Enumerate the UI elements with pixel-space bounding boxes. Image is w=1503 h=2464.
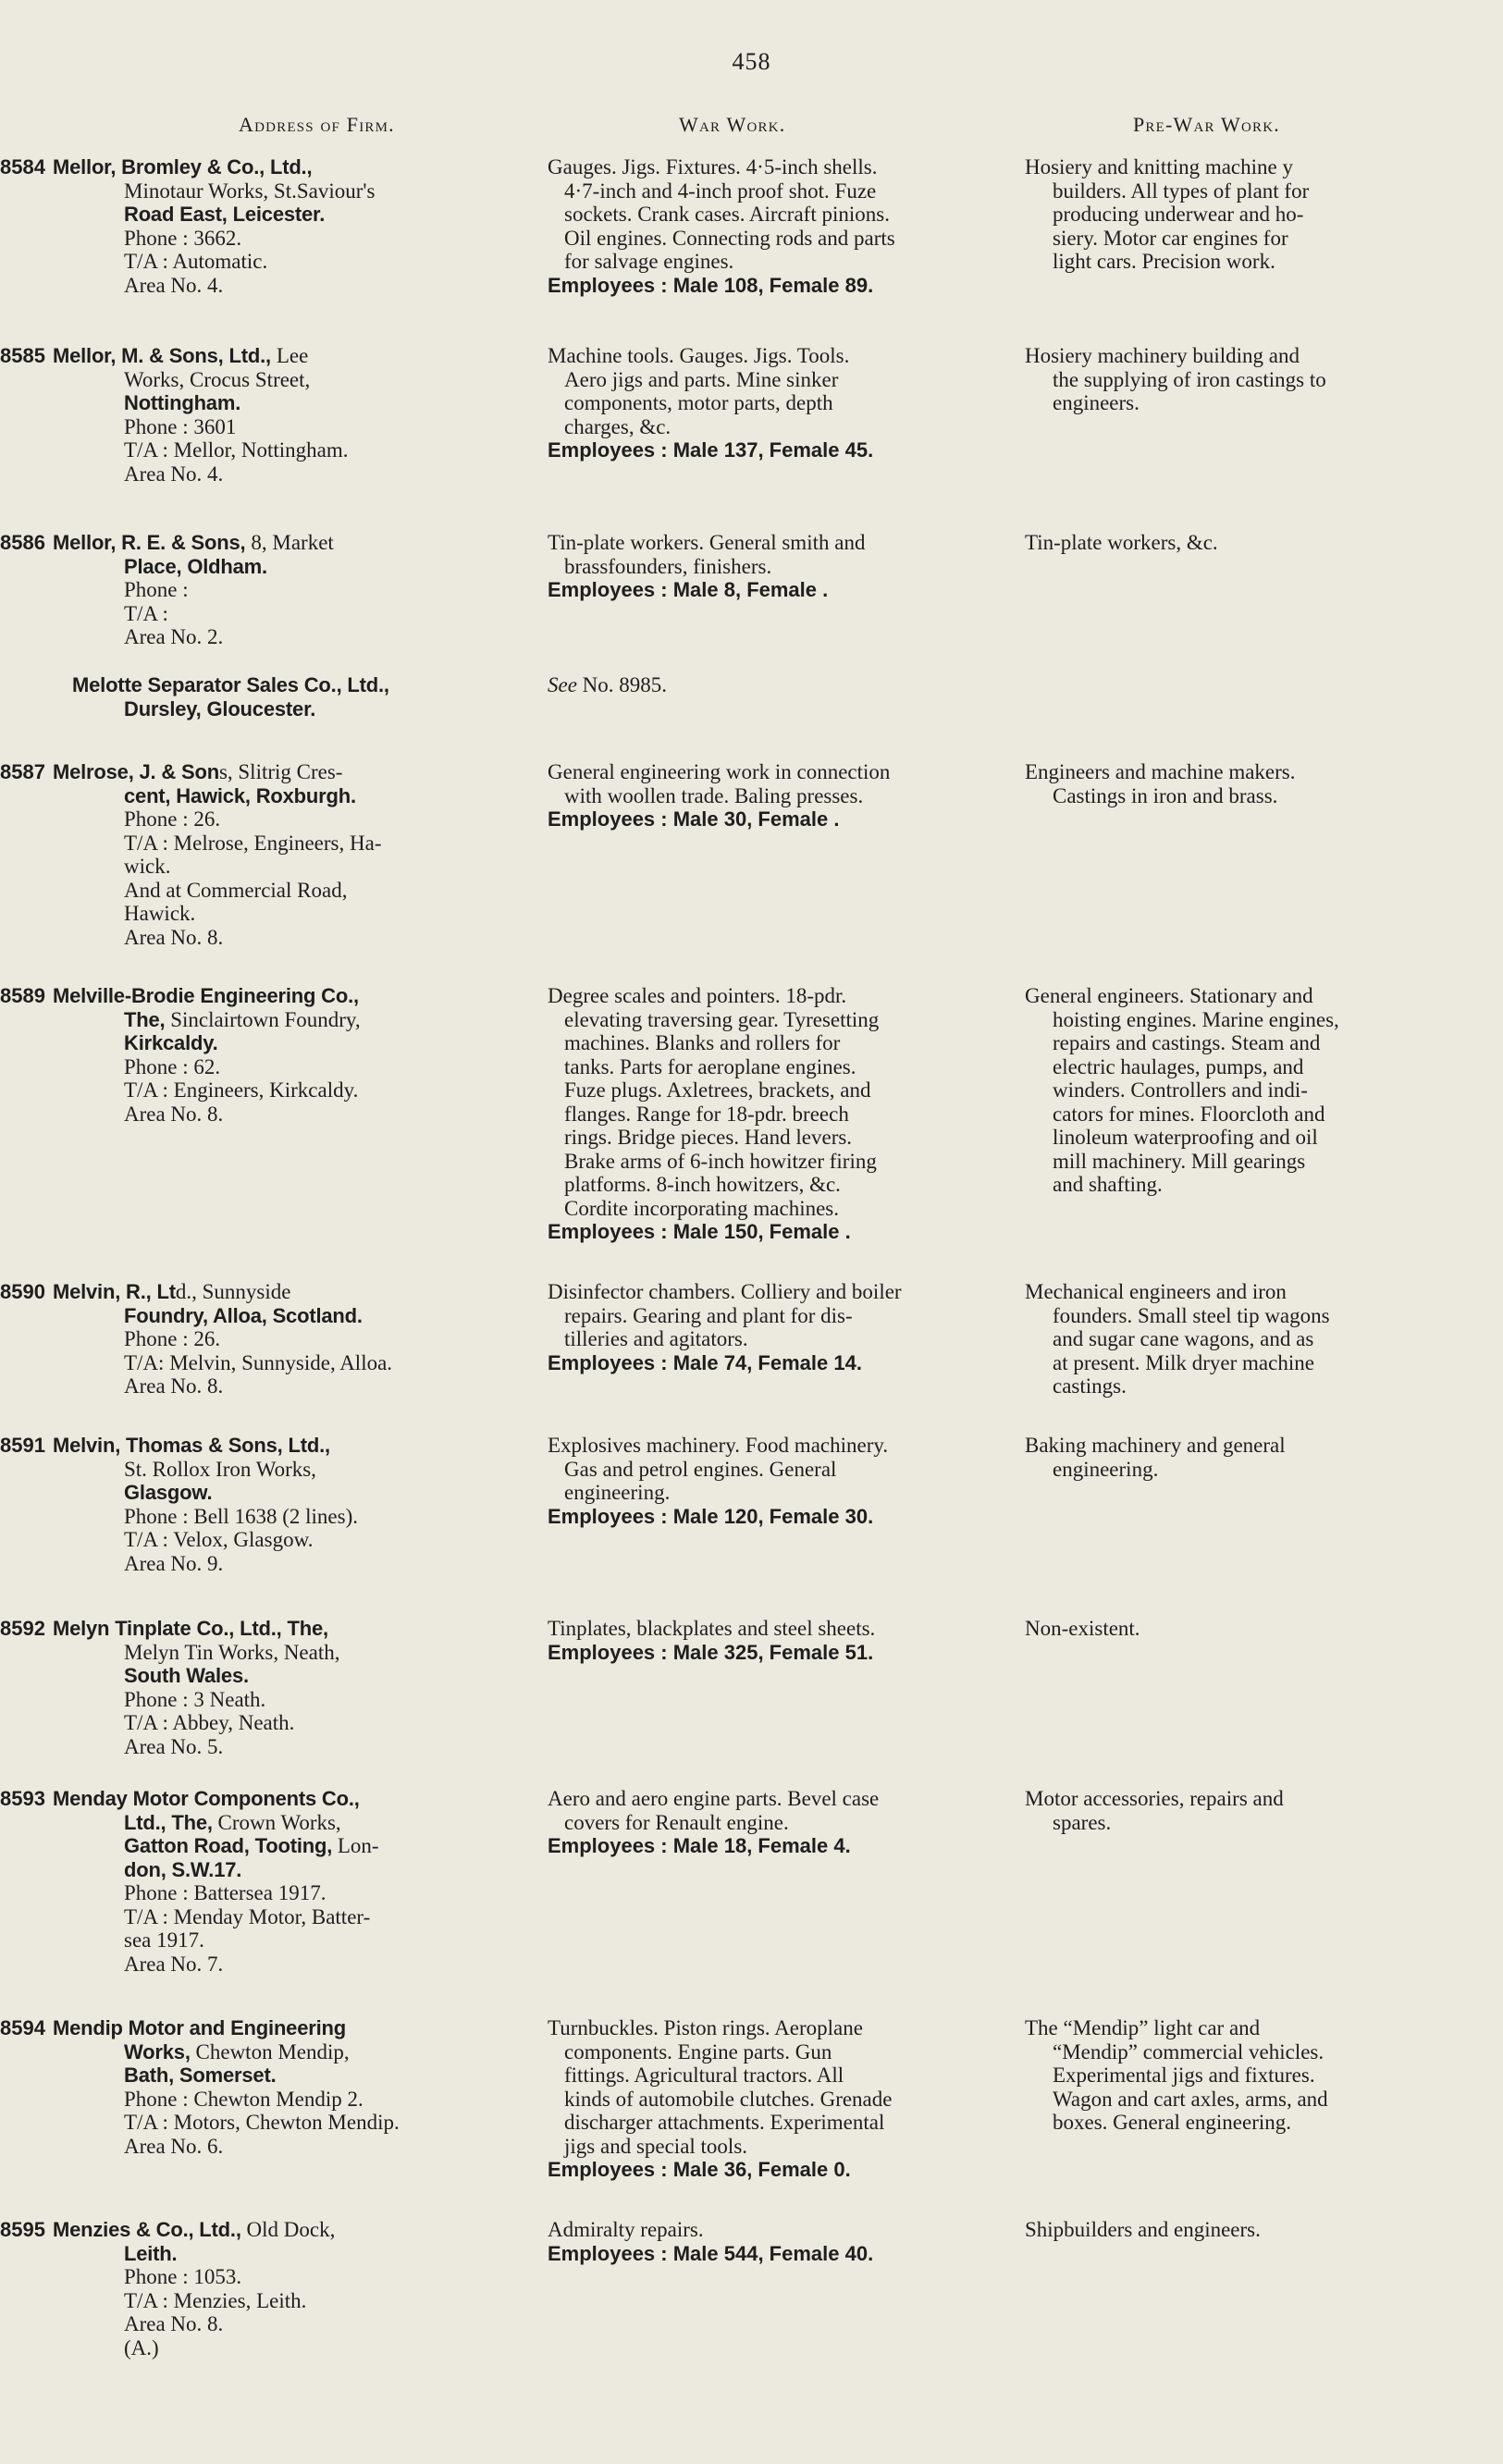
firm-name: Melyn Tinplate Co., Ltd., The, — [52, 1617, 328, 1640]
firm-name: Menday Motor Components Co., — [52, 1787, 360, 1810]
war-work-line: Gas and petrol engines. General — [564, 1457, 837, 1481]
pre-war-work-line: winders. Controllers and indi- — [1053, 1078, 1308, 1102]
pre-war-work-line: founders. Small steel tip wagons — [1053, 1303, 1330, 1327]
firm-address — [0, 2218, 546, 2359]
pre-war-work-line: Experimental jigs and fixtures. — [1053, 2064, 1315, 2087]
address-line — [102, 555, 546, 579]
firm-name-line — [0, 155, 546, 179]
firm-number: 8584 — [0, 155, 45, 179]
war-work-line: flanges. Range for 18-pdr. breech — [564, 1102, 849, 1126]
address-line — [102, 1641, 546, 1665]
firm-name: Bath, Somerset. — [124, 2064, 277, 2087]
address-text: Area No. 8. — [124, 1102, 224, 1126]
pre-war-work — [1025, 2016, 1413, 2135]
employees-count: Employees : Male 30, Female . — [548, 807, 840, 831]
employees-count: Employees : Male 325, Female 51. — [548, 1640, 874, 1664]
pre-war-work-line: light cars. Precision work. — [1053, 250, 1275, 273]
address-line — [102, 1552, 546, 1576]
war-work-line — [548, 673, 1005, 697]
war-work-line: kinds of automobile clutches. Grenade — [564, 2087, 893, 2111]
firm-name-line — [0, 344, 546, 368]
address-text: Phone : Battersea 1917. — [124, 1881, 326, 1904]
address-line — [102, 179, 546, 203]
war-work-line: General engineering work in connection — [548, 760, 891, 783]
pre-war-work-line: spares. — [1053, 1810, 1112, 1834]
address-text: Works, Crocus Street, — [124, 367, 311, 391]
war-work-line: tilleries and agitators. — [564, 1327, 748, 1350]
address-line — [102, 2040, 546, 2064]
page-number: 458 — [732, 48, 771, 75]
address-text: Lon- — [332, 1834, 379, 1857]
firm-name: Melville-Brodie Engineering Co., — [52, 984, 359, 1007]
address-line — [102, 807, 546, 832]
address-line — [102, 902, 546, 926]
firm-number: 8591 — [0, 1434, 45, 1457]
war-work-line: Degree scales and pointers. 18-pdr. — [548, 984, 847, 1007]
pre-war-work-line: at present. Milk dryer machine — [1053, 1350, 1314, 1374]
pre-war-work-line: siery. Motor car engines for — [1053, 226, 1288, 250]
address-text: Phone : 26. — [124, 1327, 221, 1350]
firm-name: Melvin, Thomas & Sons, Ltd., — [52, 1434, 330, 1457]
address-line — [102, 1953, 546, 1977]
address-column-header: Address of Firm. — [239, 113, 395, 136]
firm-name: Mellor, R. E. & Sons, — [52, 531, 252, 554]
firm-name-line — [0, 2016, 546, 2040]
address-text: Phone : — [124, 578, 189, 601]
firm-name-line — [0, 1787, 546, 1811]
war-work-line: brassfounders, finishers. — [564, 554, 772, 578]
pre-war-work-line: engineers. — [1053, 391, 1140, 414]
address-text: St. Rollox Iron Works, — [124, 1457, 316, 1481]
column-headers — [0, 113, 1503, 146]
address-line — [102, 2312, 546, 2336]
firm-name: cent, Hawick, Roxburgh. — [124, 783, 356, 807]
address-line — [102, 250, 546, 274]
address-text: wick. — [124, 855, 171, 878]
address-text: Hawick. — [124, 902, 196, 925]
address-line — [102, 1374, 546, 1398]
address-line — [102, 2242, 546, 2266]
address-text: Area No. 5. — [124, 1734, 224, 1758]
address-line — [102, 227, 546, 251]
firm-name-line — [0, 2218, 546, 2242]
firm-number: 8589 — [0, 984, 45, 1007]
pre-war-work-line: Castings in iron and brass. — [1053, 783, 1278, 807]
firm-name: Melrose, J. & Son — [52, 760, 219, 783]
firm-name: Foundry, Alloa, Scotland. — [124, 1303, 363, 1327]
address-text: Area No. 8. — [124, 2312, 224, 2335]
war-work-line: components. Engine parts. Gun — [564, 2039, 832, 2064]
pre-war-work-line: Engineers and machine makers. — [1025, 760, 1296, 783]
address-text: Area No. 4. — [124, 462, 224, 486]
pre-war-work-line: mill machinery. Mill gearings — [1053, 1149, 1306, 1173]
see-number: No. 8985. — [576, 673, 668, 696]
firm-address — [0, 984, 546, 1126]
war-work-line: platforms. 8-inch howitzers, &c. — [564, 1173, 841, 1196]
pre-war-work-line: boxes. General engineering. — [1053, 2111, 1292, 2134]
employees-count: Employees : Male 120, Female 30. — [548, 1504, 874, 1528]
employees-count: Employees : Male 544, Female 40. — [548, 2241, 874, 2265]
employees-count: Employees : Male 8, Female . — [548, 578, 829, 601]
firm-number: 8593 — [0, 1787, 45, 1810]
address-line — [102, 203, 546, 227]
employees-count: Employees : Male 74, Female 14. — [548, 1350, 862, 1374]
pre-war-work-line: repairs and castings. Steam and — [1053, 1031, 1321, 1054]
war-work-line: jigs and special tools. — [564, 2134, 748, 2158]
war-work-line: tanks. Parts for aeroplane engines. — [564, 1054, 856, 1078]
war-work-line: Admiralty repairs. — [548, 2218, 704, 2241]
address-line — [102, 784, 546, 808]
address-text: Area No. 6. — [124, 2134, 224, 2158]
pre-war-work-line: builders. All types of plant for — [1053, 179, 1310, 203]
address-text: Phone : 26. — [124, 807, 221, 831]
war-work-line: Disinfector chambers. Colliery and boiler — [548, 1280, 902, 1303]
war-work — [548, 984, 1005, 1244]
address-line — [102, 1304, 546, 1328]
war-work-line: machines. Blanks and rollers for — [564, 1031, 841, 1054]
address-text: s, Slitrig Cres- — [218, 760, 343, 783]
pre-war-work — [1025, 984, 1413, 1197]
pre-war-work-line: Hosiery and knitting machine y — [1025, 155, 1293, 179]
firm-name-line — [0, 1280, 546, 1304]
firm-name: Glasgow. — [124, 1481, 213, 1504]
address-text: (A.) — [124, 2335, 159, 2359]
address-text: Old Dock, — [240, 2218, 336, 2241]
address-line — [102, 274, 546, 298]
firm-name: Works, — [124, 2039, 191, 2064]
address-line — [102, 1103, 546, 1127]
war-work-line: Brake arms of 6-inch howitzer firing — [564, 1149, 877, 1173]
address-text: Phone : Bell 1638 (2 lines). — [124, 1504, 358, 1528]
firm-name: Gatton Road, Tooting, — [124, 1834, 333, 1857]
employees-count: Employees : Male 108, Female 89. — [548, 273, 874, 297]
address-text: Minotaur Works, St.Saviour's — [124, 179, 376, 203]
address-text: T/A : Automatic. — [124, 250, 268, 273]
pre-war-work-line: “Mendip” commercial vehicles. — [1053, 2039, 1324, 2064]
address-line — [102, 415, 546, 439]
address-text: Lee — [276, 344, 309, 367]
address-line — [102, 462, 546, 487]
address-text: Crown Works, — [212, 1810, 341, 1834]
address-text: T/A: Melvin, Sunnyside, Alloa. — [124, 1350, 393, 1374]
pre-war-work-line: electric haulages, pumps, and — [1053, 1054, 1304, 1078]
address-line — [102, 832, 546, 856]
pre-war-work-line: Non-existent. — [1025, 1617, 1140, 1640]
address-text: Phone : Chewton Mendip 2. — [124, 2087, 363, 2111]
war-work-line: 4·7-inch and 4-inch proof shot. Fuze — [564, 179, 877, 203]
address-line — [102, 1481, 546, 1505]
address-text: T/A : Abbey, Neath. — [124, 1711, 295, 1734]
address-line — [102, 602, 546, 626]
pre-war-work-line: Motor accessories, repairs and — [1025, 1787, 1284, 1810]
address-text: And at Commercial Road, — [124, 878, 348, 902]
address-line — [102, 2064, 546, 2088]
firm-address — [72, 673, 546, 721]
pre-war-work-line: linoleum waterproofing and oil — [1053, 1126, 1318, 1149]
address-text: Phone : 1053. — [124, 2265, 242, 2288]
address-line — [102, 578, 546, 602]
address-text: Sinclairtown Foundry, — [165, 1007, 361, 1031]
war-work — [548, 760, 1005, 832]
employees-count: Employees : Male 18, Female 4. — [548, 1834, 851, 1857]
address-text: sea 1917. — [124, 1928, 204, 1952]
war-work — [548, 1434, 1005, 1528]
firm-number: 8585 — [0, 344, 45, 367]
war-work-line: rings. Bridge pieces. Hand levers. — [564, 1126, 853, 1149]
address-line — [102, 697, 546, 721]
firm-number: 8586 — [0, 531, 45, 554]
pre-war-work — [1025, 1280, 1413, 1398]
address-line — [102, 2265, 546, 2289]
address-line — [102, 1031, 546, 1055]
firm-address — [0, 1787, 546, 1976]
firm-name: Mendip Motor and Engineering — [52, 2016, 347, 2039]
pre-war-work-line: Tin-plate workers, &c. — [1025, 531, 1218, 554]
war-work — [548, 673, 1005, 697]
employees-count: Employees : Male 150, Female . — [548, 1220, 851, 1243]
pre-war-work-line: and sugar cane wagons, and as — [1053, 1327, 1314, 1350]
address-line — [102, 2289, 546, 2313]
address-line — [102, 2111, 546, 2135]
war-work-line: repairs. Gearing and plant for dis- — [564, 1303, 853, 1327]
address-text: Phone : 3601 — [124, 414, 237, 438]
war-work-line: sockets. Crank cases. Aircraft pinions. — [564, 203, 890, 226]
war-work-line: Turnbuckles. Piston rings. Aeroplane — [548, 2016, 863, 2039]
war-work — [548, 2218, 1005, 2265]
war-work-line: fittings. Agricultural tractors. All — [564, 2064, 844, 2087]
firm-address — [0, 531, 546, 649]
war-work-line: Machine tools. Gauges. Jigs. Tools. — [548, 344, 850, 367]
war-work-column-header: War Work. — [679, 113, 786, 136]
address-text: Area No. 2. — [124, 625, 224, 648]
war-work-line: charges, &c. — [564, 414, 671, 438]
firm-name: Mellor, M. & Sons, Ltd., — [52, 344, 277, 367]
address-line — [102, 1858, 546, 1882]
firm-name: Leith. — [124, 2241, 178, 2265]
address-line — [102, 438, 546, 462]
pre-war-work-line: and shafting. — [1053, 1173, 1163, 1196]
firm-number: 8592 — [0, 1617, 45, 1640]
pre-war-work-line: General engineers. Stationary and — [1025, 984, 1313, 1007]
address-text: Area No. 9. — [124, 1551, 224, 1575]
firm-name: Mellor, Bromley & Co., Ltd., — [52, 155, 313, 179]
address-line — [102, 1327, 546, 1351]
firm-name: Ltd., The, — [124, 1810, 213, 1834]
war-work-line: elevating traversing gear. Tyresetting — [564, 1007, 880, 1031]
address-line — [102, 2336, 546, 2360]
war-work-line: Tin-plate workers. General smith and — [548, 531, 866, 554]
firm-name-line — [0, 760, 546, 784]
firm-name: South Wales. — [124, 1664, 249, 1687]
war-work-line: covers for Renault engine. — [564, 1810, 789, 1834]
pre-war-work-line: castings. — [1053, 1374, 1127, 1398]
address-line — [102, 1811, 546, 1835]
firm-name: don, S.W.17. — [124, 1857, 242, 1881]
firm-address — [0, 1434, 546, 1575]
address-line — [102, 625, 546, 649]
war-work — [548, 2016, 1005, 2182]
firm-name: Menzies & Co., Ltd., — [52, 2218, 241, 2241]
address-text: T/A : Engineers, Kirkcaldy. — [124, 1078, 359, 1102]
address-text: Phone : 3 Neath. — [124, 1687, 266, 1711]
address-line — [102, 1688, 546, 1712]
pre-war-work-line: Mechanical engineers and iron — [1025, 1280, 1287, 1303]
war-work — [548, 344, 1005, 462]
address-line — [102, 1078, 546, 1103]
war-work-line: Gauges. Jigs. Fixtures. 4·5-inch shells. — [548, 155, 878, 179]
war-work — [548, 155, 1005, 297]
firm-number: 8595 — [0, 2218, 45, 2241]
address-line — [102, 1905, 546, 1929]
address-text: T/A : Mellor, Nottingham. — [124, 438, 349, 462]
address-text: 8, Market — [251, 531, 334, 554]
employees-count: Employees : Male 137, Female 45. — [548, 438, 874, 462]
address-line — [102, 879, 546, 903]
address-text: Area No. 8. — [124, 1374, 224, 1398]
firm-name: Nottingham. — [124, 391, 241, 414]
pre-war-work — [1025, 2218, 1413, 2242]
war-work — [548, 531, 1005, 602]
address-line — [102, 1881, 546, 1905]
pre-war-work — [1025, 155, 1413, 274]
pre-war-work-line: cators for mines. Floorcloth and — [1053, 1102, 1325, 1126]
address-text: Phone : 62. — [124, 1054, 221, 1078]
war-work-line: for salvage engines. — [564, 250, 734, 273]
war-work-line: engineering. — [564, 1481, 671, 1504]
war-work-line: discharger attachments. Experimental — [564, 2111, 885, 2134]
firm-address — [0, 1617, 546, 1758]
address-text: Area No. 4. — [124, 273, 224, 297]
address-text: T/A : Motors, Chewton Mendip. — [124, 2111, 400, 2134]
pre-war-work — [1025, 1617, 1413, 1641]
firm-number: 8594 — [0, 2016, 45, 2039]
firm-number: 8587 — [0, 760, 45, 783]
war-work-line: Cordite incorporating machines. — [564, 1196, 840, 1220]
address-line — [102, 1351, 546, 1375]
war-work-line: Oil engines. Connecting rods and parts — [564, 226, 895, 250]
address-text: Area No. 8. — [124, 925, 224, 949]
firm-name-line — [0, 1617, 546, 1641]
address-line — [102, 926, 546, 950]
firm-name: Melotte Separator Sales Co., Ltd., — [72, 673, 389, 696]
pre-war-work-line: Baking machinery and general — [1025, 1434, 1286, 1457]
address-line — [102, 855, 546, 879]
firm-address — [0, 155, 546, 297]
address-line — [102, 391, 546, 415]
address-text: Melyn Tin Works, Neath, — [124, 1640, 340, 1664]
pre-war-work-line: The “Mendip” light car and — [1025, 2016, 1261, 2039]
firm-name: Place, Oldham. — [124, 554, 267, 578]
firm-name: Dursley, Gloucester. — [124, 696, 316, 721]
war-work-line: Explosives machinery. Food machinery. — [548, 1434, 889, 1457]
see-reference: See — [548, 673, 577, 696]
firm-name-line — [0, 673, 546, 697]
pre-war-work-line: Hosiery machinery building and — [1025, 344, 1300, 367]
firm-address — [0, 760, 546, 949]
war-work — [548, 1280, 1005, 1374]
address-text: T/A : Menzies, Leith. — [124, 2288, 307, 2312]
address-text: T/A : Velox, Glasgow. — [124, 1528, 314, 1551]
address-line — [102, 1735, 546, 1759]
address-line — [102, 2135, 546, 2159]
firm-name-line — [0, 1434, 546, 1458]
address-text: T/A : Menday Motor, Batter- — [124, 1904, 371, 1928]
address-line — [102, 1711, 546, 1735]
firm-name: Kirkcaldy. — [124, 1031, 218, 1054]
war-work-line: with woollen trade. Baling presses. — [564, 783, 864, 807]
war-work — [548, 1787, 1005, 1858]
employees-count: Employees : Male 36, Female 0. — [548, 2158, 851, 2181]
pre-war-work-line: hoisting engines. Marine engines, — [1053, 1007, 1339, 1031]
pre-war-work-line: Wagon and cart axles, arms, and — [1053, 2087, 1328, 2111]
firm-name-line — [0, 984, 546, 1008]
address-line — [102, 1505, 546, 1529]
address-line — [102, 1008, 546, 1032]
address-line — [102, 1664, 546, 1688]
address-line — [102, 1834, 546, 1858]
address-line — [102, 2088, 546, 2112]
firm-name: Melvin, R., Lt — [52, 1280, 176, 1303]
pre-war-work-line: engineering. — [1053, 1457, 1159, 1481]
war-work-line: Aero and aero engine parts. Bevel case — [548, 1787, 880, 1810]
war-work — [548, 1617, 1005, 1664]
war-work-line: Aero jigs and parts. Mine sinker — [564, 367, 839, 391]
firm-number: 8590 — [0, 1280, 45, 1303]
address-line — [102, 1458, 546, 1482]
war-work-line: Fuze plugs. Axletrees, brackets, and — [564, 1078, 871, 1102]
pre-war-work-line: producing underwear and ho- — [1053, 203, 1304, 226]
firm-address — [0, 1280, 546, 1398]
pre-war-work-line: Shipbuilders and engineers. — [1025, 2218, 1261, 2241]
address-text: Area No. 7. — [124, 1952, 224, 1976]
firm-name-line — [0, 531, 546, 555]
firm-name: Road East, Leicester. — [124, 203, 326, 226]
pre-war-work-line: the supplying of iron castings to — [1053, 367, 1326, 391]
firm-address — [0, 2016, 546, 2158]
pre-war-work — [1025, 1787, 1413, 1834]
address-line — [102, 1055, 546, 1079]
pre-war-work-column-header: Pre-War Work. — [1133, 113, 1280, 136]
address-text: T/A : Melrose, Engineers, Ha- — [124, 831, 382, 855]
war-work-line: components, motor parts, depth — [564, 391, 833, 414]
address-text: d., Sunnyside — [175, 1280, 291, 1303]
firm-address — [0, 344, 546, 486]
pre-war-work — [1025, 1434, 1413, 1481]
address-line — [102, 1528, 546, 1552]
pre-war-work — [1025, 531, 1413, 555]
pre-war-work — [1025, 344, 1413, 415]
address-text: Chewton Mendip, — [190, 2039, 350, 2064]
firm-name: The, — [124, 1007, 166, 1031]
war-work-line: Tinplates, blackplates and steel sheets. — [548, 1617, 876, 1640]
address-line — [102, 1928, 546, 1953]
address-text: T/A : — [124, 601, 168, 625]
pre-war-work — [1025, 760, 1413, 807]
address-text: Phone : 3662. — [124, 226, 242, 250]
address-line — [102, 368, 546, 392]
